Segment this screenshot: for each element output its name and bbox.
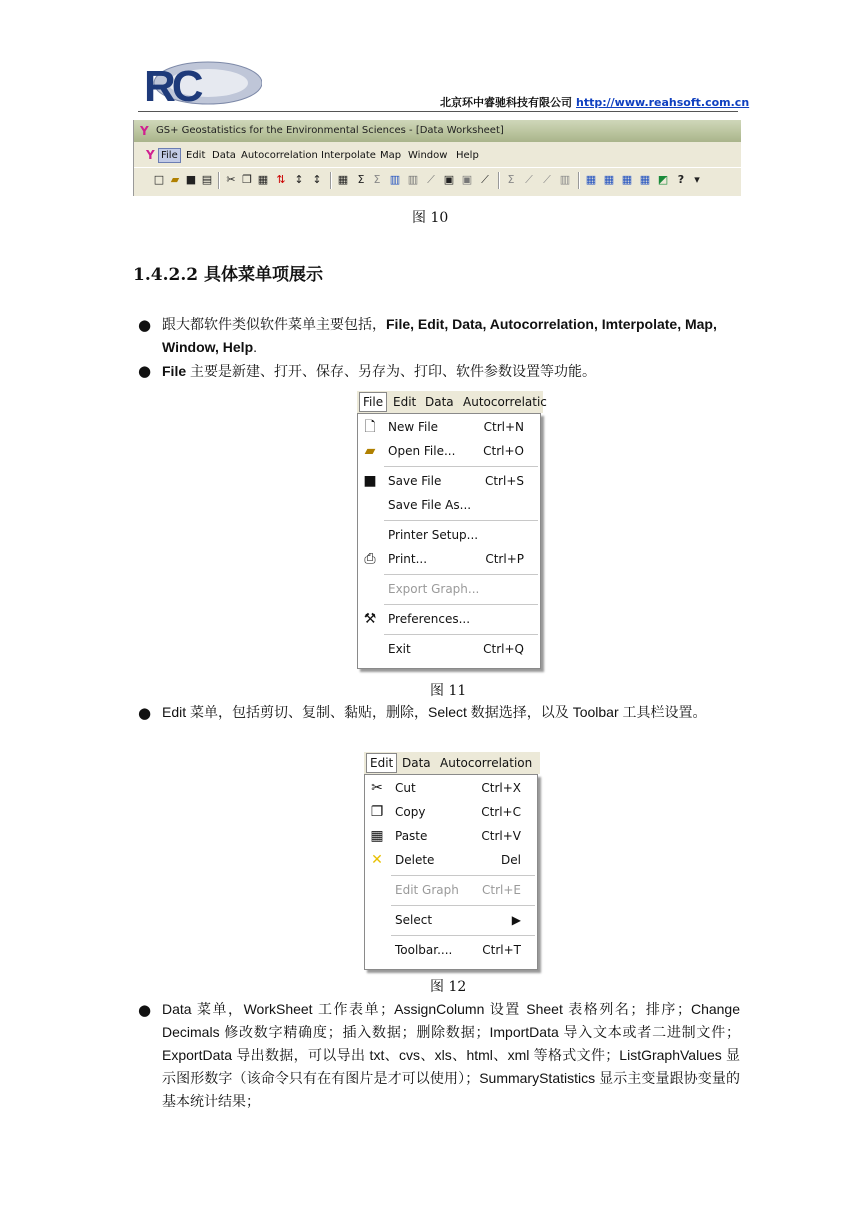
copy-icon[interactable]: ❐ (242, 173, 252, 186)
menu-item-label: Open File... (388, 444, 456, 458)
save-icon[interactable]: ■ (185, 173, 197, 186)
menu-item-shortcut: Ctrl+P (485, 552, 524, 566)
menu-separator (391, 935, 535, 936)
open-file-icon[interactable]: ▰ (170, 173, 180, 186)
menu-item-label: Printer Setup... (388, 528, 479, 542)
menu-item-printer-setup[interactable] (358, 524, 540, 546)
menu-item-save-file-as[interactable] (358, 494, 540, 516)
menu-data[interactable]: Data (425, 395, 454, 409)
gs-doc-icon: Y (146, 148, 155, 162)
cut-icon[interactable]: ✂ (226, 173, 236, 186)
menu-item-save-file[interactable] (358, 470, 540, 492)
menu-item-select[interactable] (365, 909, 537, 931)
menu-item-exit[interactable] (358, 638, 540, 660)
menu-separator (384, 604, 538, 605)
decimal-decrease-icon[interactable]: ↕ (312, 173, 322, 186)
decimal-increase-icon[interactable]: ↕ (294, 173, 304, 186)
new-file-icon[interactable]: □ (153, 173, 165, 186)
window-titlebar (134, 120, 741, 142)
menu-separator (391, 875, 535, 876)
company-url-link[interactable]: http://www.reahsoft.com.cn (576, 96, 750, 109)
graph3-icon[interactable]: ⟋ (525, 173, 533, 186)
figure-12-screenshot (364, 752, 540, 970)
grid-graph-icon[interactable]: ▣ (443, 173, 455, 186)
menu-item-label: Copy (395, 805, 426, 819)
figure-12-caption: 图 12 (430, 979, 467, 995)
window-title: GS+ Geostatistics for the Environmental Sciences - [Data Worksheet] (156, 125, 504, 136)
bullet-dot: ● (138, 362, 152, 380)
help-icon[interactable]: ? (677, 173, 685, 186)
menu-item-label: Preferences... (388, 612, 471, 626)
menu-item-label: Toolbar.... (395, 943, 453, 957)
figure-11-caption: 图 11 (430, 683, 467, 699)
svg-text:RC: RC (144, 62, 200, 106)
menu-item-shortcut: Ctrl+O (483, 444, 524, 458)
new-file-icon: 🗋 (364, 419, 376, 435)
menu-item-shortcut: Ctrl+X (481, 781, 521, 795)
map-3d-icon[interactable]: ◩ (657, 173, 669, 186)
open-folder-icon: ▰ (364, 443, 376, 459)
menu-item-edit-graph (365, 879, 537, 901)
variogram-icon[interactable]: ⟋ (481, 173, 489, 186)
histogram-icon[interactable]: ▥ (389, 173, 401, 186)
menu-item-label: Cut (395, 781, 416, 795)
menu-separator (384, 634, 538, 635)
scissors-icon: ✂ (371, 780, 383, 796)
toolbar-separator (498, 172, 500, 189)
menu-interpolate[interactable]: Interpolate (321, 150, 376, 161)
bullet-dot: ● (138, 704, 152, 722)
menu-item-preferences[interactable] (358, 608, 540, 630)
menu-item-shortcut: Ctrl+Q (483, 642, 524, 656)
menu-item-shortcut: Ctrl+C (481, 805, 521, 819)
paste-icon[interactable]: ▦ (257, 173, 269, 186)
stats-icon[interactable]: Σ (507, 173, 515, 186)
bullet-dot: ● (138, 1001, 152, 1019)
header-divider (138, 111, 738, 112)
menu-autocorrelation[interactable]: Autocorrelation (440, 756, 533, 770)
company-logo (138, 60, 262, 106)
bullet-1-menus: File, Edit, Data, Autocorrelation, Imterpolate, Map, Window, Help (162, 316, 717, 355)
menu-item-delete[interactable] (365, 849, 537, 871)
figure-10-screenshot (133, 120, 741, 196)
sum2-icon[interactable]: Σ (373, 173, 381, 186)
menu-item-export-graph (358, 578, 540, 600)
gs-app-icon: Y (140, 124, 149, 138)
bullet-4-text: Data 菜单，WorkSheet 工作表单；AssignColumn 设置 Sheet 表格列名；排序；Change Decimals 修改数字精确度；插入数据；删除数据；ImportData 导入文本或者二进制文件；ExportData 导出数据，可以导出 txt、cvs、xls、html、xml 等格式文件；ListGraphValues 显示图形数字（该命令只有在有图片是才可以使用）；SummaryStatistics 显示主变量跟协变量的基本统计结果； (162, 1001, 740, 1109)
menu-item-toolbar[interactable] (365, 939, 537, 961)
menu-file[interactable]: File (359, 392, 387, 412)
menu-item-label: Export Graph... (388, 582, 480, 596)
menu-item-new-file[interactable] (358, 416, 540, 438)
tools-icon: ⚒ (363, 611, 377, 627)
menu-separator (384, 466, 538, 467)
company-name (440, 94, 749, 110)
app-menubar (134, 147, 741, 165)
menu-item-label: Exit (388, 642, 411, 656)
sort-icon[interactable]: ⇅ (276, 173, 286, 186)
line-graph-icon[interactable]: ⟋ (427, 173, 435, 186)
bullet-1-end: . (253, 339, 258, 355)
worksheet-icon[interactable]: ▦ (337, 173, 349, 186)
file-menu-bar (357, 391, 547, 413)
app-toolbar (134, 167, 741, 194)
bullet-1-text (162, 313, 740, 359)
graph4-icon[interactable]: ⟋ (543, 173, 551, 186)
menu-item-label: Select (395, 913, 433, 927)
menu-item-open-file[interactable] (358, 440, 540, 462)
menu-autocorrelation[interactable]: Autocorrelatic (463, 395, 547, 409)
menu-item-label: Print... (388, 552, 428, 566)
toolbar-more-icon[interactable]: ▾ (694, 173, 700, 186)
delete-x-icon: ✕ (371, 852, 383, 868)
submenu-arrow-icon: ▶ (511, 913, 521, 927)
menu-file[interactable]: File (158, 148, 181, 163)
menu-edit[interactable]: Edit (393, 395, 417, 409)
floppy-disk-icon: ■ (363, 473, 377, 489)
menu-item-label: New File (388, 420, 439, 434)
bullet-2-file: File (162, 363, 187, 379)
menu-edit[interactable]: Edit (186, 150, 206, 161)
menu-item-shortcut: Del (501, 853, 521, 867)
bullet-3-text: Edit 菜单，包括剪切、复制、黏贴，删除，Select 数据选择，以及 Toolbar 工具栏设置。 (162, 704, 707, 720)
file-dropdown-menu (357, 413, 541, 669)
bullet-2-text (162, 360, 740, 383)
figure-10-caption: 图 10 (412, 210, 449, 226)
bullet-dot: ● (138, 316, 152, 334)
menu-item-print[interactable] (358, 548, 540, 570)
menu-item-cut[interactable] (365, 777, 537, 799)
menu-autocorrelation[interactable]: Autocorrelation (241, 150, 318, 161)
edit-menu-bar (364, 752, 540, 774)
map-grid2-icon[interactable]: ▦ (603, 173, 615, 186)
toolbar-separator (578, 172, 580, 189)
menu-item-shortcut: Ctrl+T (482, 943, 521, 957)
menu-separator (384, 520, 538, 521)
toolbar-separator (218, 172, 220, 189)
menu-item-label: Edit Graph (395, 883, 459, 897)
bullet-1-intro: 跟大都软件类似软件菜单主要包括， (162, 316, 386, 332)
bullet-2-desc: 主要是新建、打开、保存、另存为、打印、软件参数设置等功能。 (186, 363, 597, 379)
print-icon[interactable]: ▤ (201, 173, 213, 186)
figure-11-screenshot (357, 391, 547, 669)
paste-icon: ▦ (370, 828, 384, 844)
menu-map[interactable]: Map (380, 150, 402, 161)
menu-item-label: Save File As... (388, 498, 472, 512)
toolbar-separator (330, 172, 332, 189)
section-heading: 1.4.2.2 具体菜单项展示 (133, 265, 323, 285)
graph5-icon[interactable]: ▥ (559, 173, 571, 186)
menu-data[interactable]: Data (402, 756, 431, 770)
map-grid3-icon[interactable]: ▦ (621, 173, 633, 186)
printer-icon: ⎙ (364, 551, 376, 567)
menu-separator (384, 574, 538, 575)
menu-separator (391, 905, 535, 906)
menu-item-shortcut: Ctrl+E (482, 883, 521, 897)
menu-item-shortcut: Ctrl+S (484, 474, 524, 488)
menu-data[interactable]: Data (212, 150, 236, 161)
company-name-text: 北京环中睿驰科技有限公司 (440, 96, 572, 109)
menu-item-shortcut: Ctrl+N (483, 420, 524, 434)
edit-dropdown-menu (364, 774, 538, 970)
menu-item-label: Paste (395, 829, 428, 843)
menu-edit[interactable]: Edit (366, 753, 397, 773)
map-grid4-icon[interactable]: ▦ (639, 173, 651, 186)
copy-icon: ❐ (370, 804, 384, 820)
map-grid-icon[interactable]: ▦ (585, 173, 597, 186)
menu-item-label: Delete (395, 853, 435, 867)
menu-item-label: Save File (388, 474, 442, 488)
menu-item-paste[interactable] (365, 825, 537, 847)
sum-icon[interactable]: Σ (357, 173, 365, 186)
menu-item-shortcut: Ctrl+V (481, 829, 521, 843)
menu-window[interactable]: Window (408, 150, 448, 161)
grid-graph2-icon[interactable]: ▣ (461, 173, 473, 186)
histogram2-icon[interactable]: ▥ (407, 173, 419, 186)
menu-item-copy[interactable] (365, 801, 537, 823)
menu-help[interactable]: Help (456, 150, 479, 161)
